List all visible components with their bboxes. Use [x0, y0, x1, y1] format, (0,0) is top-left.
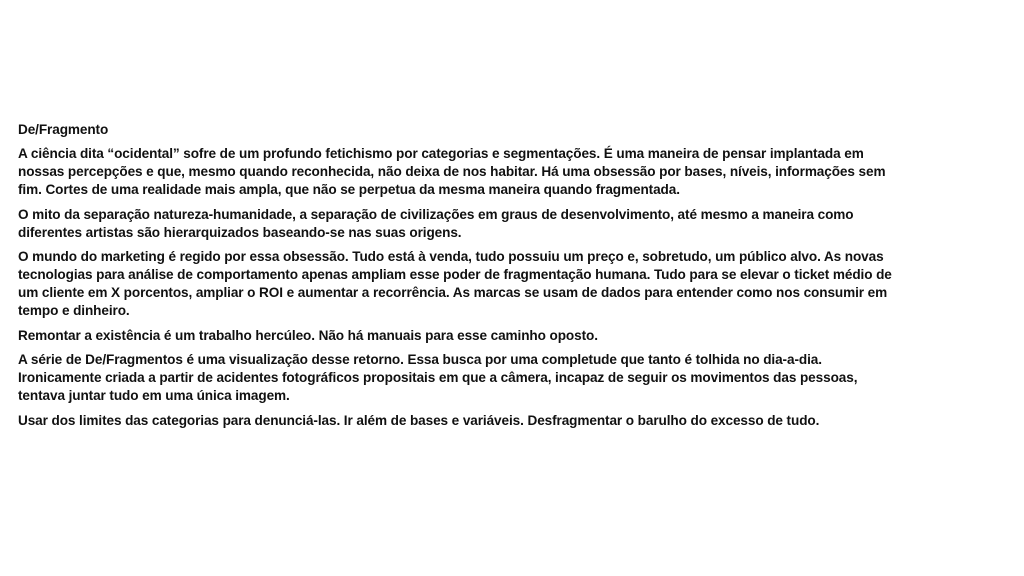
paragraph-4 — [18, 327, 1008, 345]
text-line: um cliente em X porcentos, ampliar o ROI e aumentar a recorrência. As marcas se usam de dados para entender como nos consumir em — [18, 285, 888, 300]
paragraph-6 — [18, 412, 1008, 430]
paragraph-1 — [18, 145, 1008, 199]
text-line: tecnologias para análise de comportamento apenas ampliam esse poder de fragmentação humana. Tudo para se elevar o ticket médio de — [18, 267, 892, 282]
text-line: A série de De/Fragmentos é uma visualização desse retorno. Essa busca por uma completude que tanto é tolhida no dia-a-dia. — [18, 352, 822, 367]
text-line: diferentes artistas são hierarquizados baseando-se nas suas origens. — [18, 224, 462, 240]
text-line: Remontar a existência é um trabalho hercúleo. Não há manuais para esse caminho oposto. — [18, 327, 598, 343]
paragraph-5 — [18, 351, 1008, 405]
text-line: Usar dos limites das categorias para denunciá-las. Ir além de bases e variáveis. Desfragmentar o barulho do excesso de tudo. — [18, 412, 820, 428]
paragraph-3 — [18, 248, 1008, 320]
text-line: tempo e dinheiro. — [18, 303, 130, 318]
document-body — [18, 121, 1008, 436]
text-line: tentava juntar tudo em uma única imagem. — [18, 388, 290, 403]
text-line: A ciência dita “ocidental” sofre de um profundo fetichismo por categorias e segmentações. É uma maneira de pensar implantada em — [18, 146, 864, 161]
text-line: Ironicamente criada a partir de acidentes fotográficos propositais em que a câmera, incapaz de seguir os movimentos das pessoas, — [18, 370, 858, 385]
paragraph-2 — [18, 206, 1008, 242]
text-line: nossas percepções e que, mesmo quando reconhecida, não deixa de nos habitar. Há uma obsessão por bases, níveis, informações sem — [18, 164, 886, 179]
document-title: De/Fragmento — [18, 122, 109, 137]
text-line: O mito da separação natureza-humanidade, a separação de civilizações em graus de desenvolvimento, até mesmo a maneira como — [18, 206, 854, 222]
text-line: fim. Cortes de uma realidade mais ampla, que não se perpetua da mesma maneira quando fragmentada. — [18, 182, 680, 197]
text-line: O mundo do marketing é regido por essa obsessão. Tudo está à venda, tudo possuiu um preço e, sobretudo, um público alvo. As novas — [18, 249, 884, 264]
